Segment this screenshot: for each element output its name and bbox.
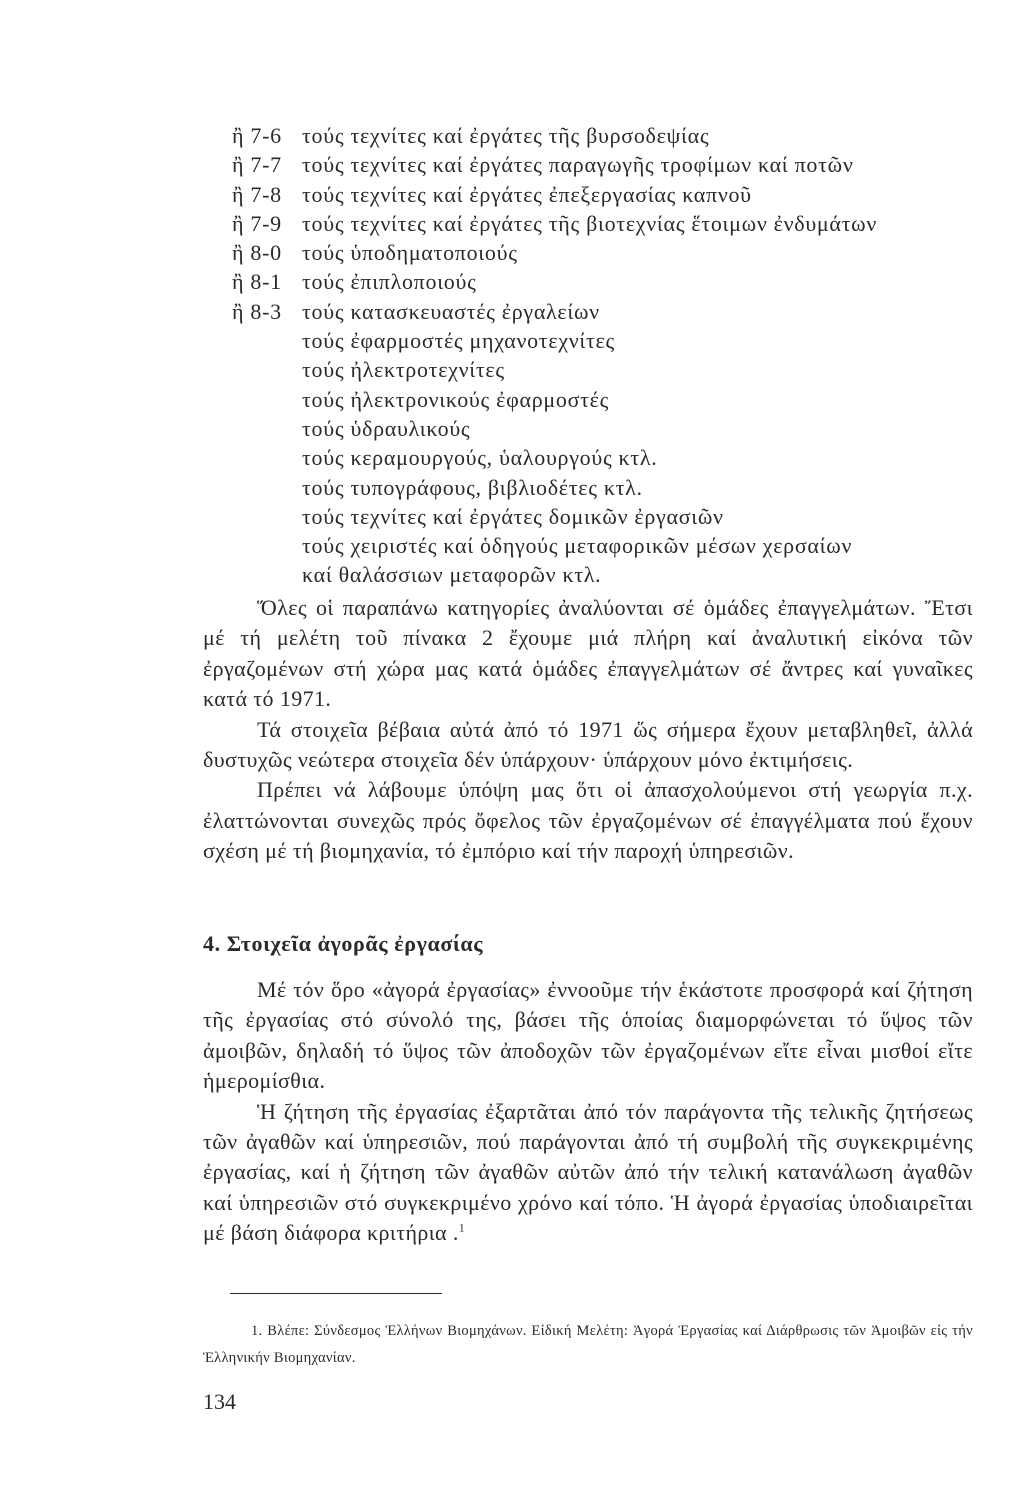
- list-text: καί θαλάσσιων μεταφορῶν κτλ.: [302, 562, 602, 588]
- list-code: [232, 560, 302, 589]
- list-item: [232, 355, 992, 384]
- list-item: [232, 473, 992, 502]
- list-text: τούς κεραμουργούς, ὑαλουργούς κτλ.: [302, 445, 658, 471]
- list-text: τούς ὑδραυλικούς: [302, 415, 471, 441]
- body-lower: [203, 975, 973, 1249]
- list-code: ἢ 7-7: [232, 152, 282, 178]
- list-text: τούς ἐπιπλοποιούς: [302, 269, 477, 295]
- list-code: ἢ 7-6: [232, 123, 282, 148]
- list-code: ἢ 7-9: [232, 210, 282, 236]
- list-text: τούς τεχνίτες καί ἐργάτες παραγωγῆς τροφίμων καί ποτῶν: [302, 152, 854, 178]
- list-item: [232, 385, 992, 414]
- list-item: [232, 238, 992, 267]
- list-text: τούς τεχνίτες καί ἐργάτες τῆς βυρσοδεψίας: [302, 123, 710, 148]
- paragraph-labour-demand: [203, 1097, 973, 1249]
- footnote-marker[interactable]: 1: [458, 1220, 466, 1235]
- list-item: [232, 180, 992, 209]
- list-code: [232, 414, 302, 443]
- page-number: 134: [203, 1389, 236, 1414]
- list-code: [232, 443, 302, 472]
- list-text: τούς ἠλεκτρονικούς ἐφαρμοστές: [302, 386, 610, 412]
- list-code: [232, 355, 302, 384]
- list-code: ἢ 8-0: [232, 240, 282, 266]
- list-text: τούς ἐφαρμοστές μηχανοτεχνίτες: [302, 328, 615, 354]
- list-text: τούς τεχνίτες καί ἐργάτες ἐπεξεργασίας καπνοῦ: [302, 181, 752, 207]
- occupation-list: [232, 121, 992, 590]
- list-item: [232, 209, 992, 238]
- list-item: [232, 297, 992, 326]
- paragraph-labour-demand-text: Ἡ ζήτηση τῆς ἐργασίας ἐξαρτᾶται ἀπό τόν παράγοντα τῆς τελικῆς ζητήσεως τῶν ἀγαθῶν καί ὑπηρεσιῶν, πού παράγονται ἀπό τή συμβολή τῆς συγκεκριμένης ἐργασίας, καί ἡ ζήτηση τῶν ἀγαθῶν αὐτῶν ἀπό τήν τελική κατανάλωση ἀγαθῶν καί ὑπηρεσιῶν στό συγκεκριμένο χρόνο καί τόπο. Ἡ ἀγορά ἐργασίας ὑποδιαιρεῖται μέ βάση διάφορα κριτήρια .: [203, 1098, 973, 1246]
- list-code: ἢ 7-8: [232, 181, 282, 207]
- paragraph-labour-market: Μέ τόν ὅρο «ἀγορά ἐργασίας» ἐννοοῦμε τήν ἑκάστοτε προσφορά καί ζήτηση τῆς ἐργασίας στό σύνολό της, βάσει τῆς ὁποίας διαμορφώνεται τό ὕψος τῶν ἀμοιβῶν, δηλαδή τό ὕψος τῶν ἀποδοχῶν τῶν ἐργαζομένων εἴτε εἶναι μισθοί εἴτε ἡμερομίσθια.: [203, 977, 973, 1094]
- paragraph-agriculture: Πρέπει νά λάβουμε ὑπόψη μας ὅτι οἱ ἀπασχολούμενοι στή γεωργία π.χ. ἐλαττώνονται συνεχῶς πρός ὄφελος τῶν ἐργαζομένων σέ ἐπαγγέλματα πού ἔχουν σχέση μέ τή βιομηχανία, τό ἐμπόριο καί τήν παροχή ὑπηρεσιῶν.: [203, 777, 973, 864]
- list-code: [232, 326, 302, 355]
- list-item: [232, 560, 992, 589]
- list-code: ἢ 8-3: [232, 298, 282, 324]
- section-heading: 4. Στοιχεῖα ἀγορᾶς ἐργασίας: [203, 931, 484, 956]
- list-text: τούς κατασκευαστές ἐργαλείων: [302, 298, 600, 324]
- list-code: [232, 531, 302, 560]
- body-upper: [203, 593, 973, 867]
- list-item: [232, 150, 992, 179]
- list-text: τούς τεχνίτες καί ἐργάτες τῆς βιοτεχνίας ἕτοιμων ἐνδυμάτων: [302, 210, 878, 236]
- list-item: [232, 121, 992, 150]
- list-text: τούς τεχνίτες καί ἐργάτες δομικῶν ἐργασιῶν: [302, 503, 724, 529]
- list-code: [232, 473, 302, 502]
- list-text: τούς χειριστές καί ὁδηγούς μεταφορικῶν μέσων χερσαίων: [302, 533, 853, 559]
- list-item: [232, 502, 992, 531]
- list-text: τούς ἠλεκτροτεχνίτες: [302, 357, 505, 383]
- list-text: τούς τυπογράφους, βιβλιοδέτες κτλ.: [302, 474, 643, 500]
- paragraph-categories: Ὅλες οἱ παραπάνω κατηγορίες ἀναλύονται σέ ὁμάδες ἐπαγγελμάτων. Ἔτσι μέ τή μελέτη τοῦ πίνακα 2 ἔχουμε μιά πλήρη καί ἀναλυτική εἰκόνα τῶν ἐργαζομένων στή χώρα μας κατά ὁμάδες ἐπαγγελμάτων σέ ἄντρες καί γυναῖκες κατά τό 1971.: [203, 595, 973, 712]
- list-item: [232, 531, 992, 560]
- list-code: ἢ 8-1: [232, 269, 282, 295]
- list-item: [232, 414, 992, 443]
- footnote: 1. Βλέπε: Σύνδεσμος Ἑλλήνων Βιομηχάνων. Εἰδική Μελέτη: Ἀγορά Ἐργασίας καί Διάρθρωσις τῶν Ἀμοιβῶν εἰς τήν Ἑλληνικήν Βιομηχανίαν.: [203, 1323, 973, 1366]
- list-code: [232, 385, 302, 414]
- paragraph-data-1971: Τά στοιχεῖα βέβαια αὐτά ἀπό τό 1971 ὥς σήμερα ἔχουν μεταβληθεῖ, ἀλλά δυστυχῶς νεώτερα στοιχεῖα δέν ὑπάρχουν· ὑπάρχουν μόνο ἐκτιμήσεις.: [203, 716, 973, 773]
- list-code: [232, 502, 302, 531]
- list-item: [232, 326, 992, 355]
- list-item: [232, 267, 992, 296]
- footnote-divider: [230, 1293, 442, 1294]
- list-text: τούς ὑποδηματοποιούς: [302, 240, 518, 266]
- list-item: [232, 443, 992, 472]
